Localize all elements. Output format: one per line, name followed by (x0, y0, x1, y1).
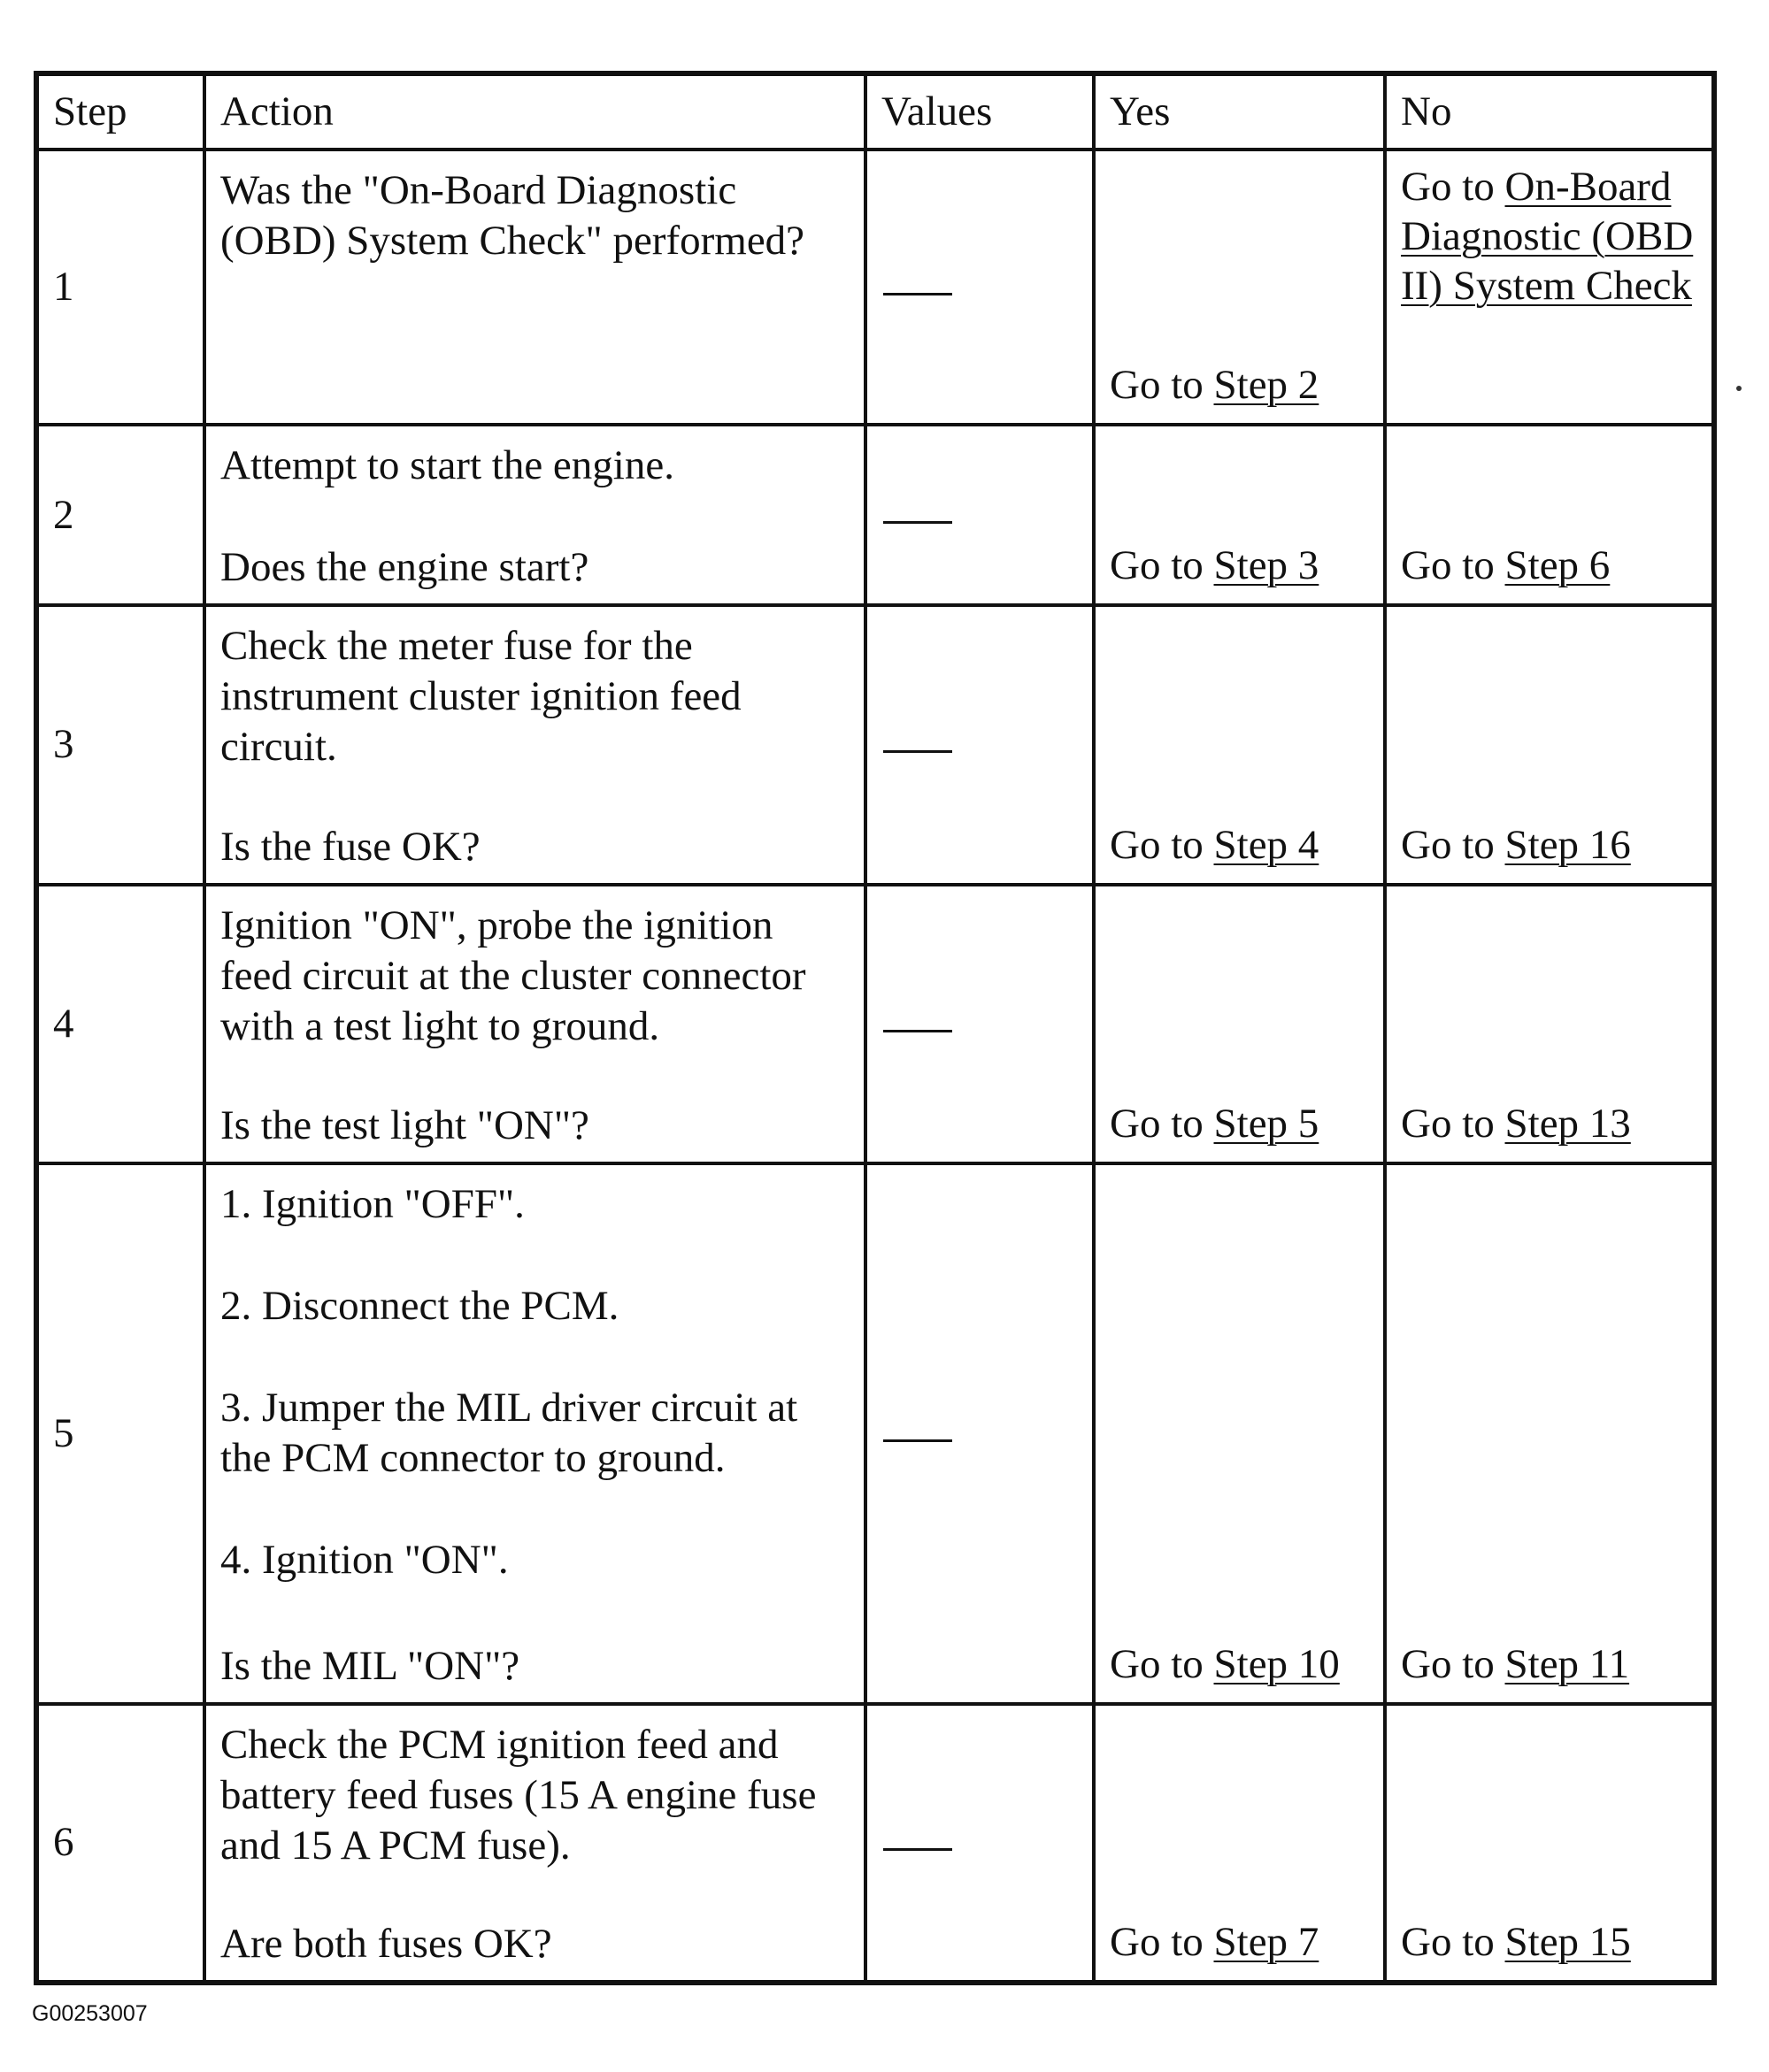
step-number: 3 (53, 721, 74, 768)
no-link[interactable]: Step 6 (1504, 542, 1611, 589)
action-instruction: Attempt to start the engine. (220, 442, 674, 489)
action-instruction: 1. Ignition "OFF". (220, 1180, 525, 1227)
action-cell (204, 885, 865, 1163)
action-question: Is the MIL "ON"? (220, 1642, 520, 1689)
action-cell (204, 605, 865, 884)
step-cell (36, 1163, 204, 1704)
table-row (36, 150, 1714, 425)
value-dash (883, 750, 952, 753)
action-question: Was the "On-Board Diagnostic (OBD) System Check" performed? (220, 167, 805, 264)
yes-cell (1094, 425, 1385, 605)
action-instruction: 4. Ignition "ON". (220, 1536, 509, 1583)
yes-prefix: Go to (1110, 362, 1214, 409)
no-prefix: Go to (1401, 1919, 1505, 1965)
header-no-label: No (1401, 88, 1452, 134)
yes-cell (1094, 605, 1385, 884)
diagnostic-table (34, 71, 1717, 1985)
table-body (36, 150, 1714, 1983)
no-cell (1385, 885, 1714, 1163)
header-action-label: Action (220, 88, 334, 134)
scan-dot (1736, 386, 1742, 391)
step-number: 4 (53, 1000, 74, 1047)
value-dash (883, 521, 952, 524)
figure-id: G00253007 (32, 2001, 148, 2026)
yes-cell (1094, 1704, 1385, 1983)
header-yes (1094, 73, 1385, 150)
no-prefix: Go to (1401, 1640, 1505, 1687)
values-cell (865, 885, 1094, 1163)
no-link[interactable]: Step 15 (1504, 1919, 1631, 1965)
action-instruction: Ignition "ON", probe the ignition feed circuit at the cluster connector with a test light to ground. (220, 902, 806, 1049)
yes-link[interactable]: Step 10 (1213, 1640, 1340, 1687)
values-cell (865, 605, 1094, 884)
header-step (36, 73, 204, 150)
step-number: 6 (53, 1819, 74, 1866)
yes-link[interactable]: Step 2 (1213, 362, 1319, 409)
header-action (204, 73, 865, 150)
yes-cell (1094, 150, 1385, 425)
no-link[interactable]: Step 11 (1504, 1640, 1630, 1687)
action-cell (204, 1704, 865, 1983)
value-dash (883, 293, 952, 295)
action-instruction: 2. Disconnect the PCM. (220, 1282, 619, 1329)
value-dash (883, 1439, 952, 1442)
table-row (36, 425, 1714, 605)
yes-link[interactable]: Step 4 (1213, 821, 1319, 868)
action-question: Is the fuse OK? (220, 823, 481, 870)
header-values (865, 73, 1094, 150)
yes-link[interactable]: Step 7 (1213, 1919, 1319, 1965)
yes-prefix: Go to (1110, 1100, 1214, 1147)
step-cell (36, 425, 204, 605)
action-cell (204, 150, 865, 425)
values-cell (865, 1163, 1094, 1704)
value-dash (883, 1030, 952, 1032)
action-question: Does the engine start? (220, 544, 589, 591)
step-cell (36, 885, 204, 1163)
action-question: Are both fuses OK? (220, 1921, 552, 1967)
no-link[interactable]: Step 13 (1504, 1100, 1631, 1147)
values-cell (865, 150, 1094, 425)
yes-cell (1094, 1163, 1385, 1704)
action-cell (204, 1163, 865, 1704)
action-instruction: Check the meter fuse for the instrument cluster ignition feed circuit. (220, 623, 742, 771)
action-cell (204, 425, 865, 605)
header-no (1385, 73, 1714, 150)
no-cell (1385, 1704, 1714, 1983)
yes-prefix: Go to (1110, 1640, 1214, 1687)
step-cell (36, 150, 204, 425)
table-row (36, 885, 1714, 1163)
values-cell (865, 1704, 1094, 1983)
value-dash (883, 1848, 952, 1851)
yes-prefix: Go to (1110, 821, 1214, 868)
step-cell (36, 1704, 204, 1983)
step-number: 2 (53, 491, 74, 538)
step-number: 5 (53, 1409, 74, 1456)
no-cell (1385, 1163, 1714, 1704)
header-step-label: Step (53, 88, 127, 134)
step-cell (36, 605, 204, 884)
step-number: 1 (53, 264, 74, 311)
yes-link[interactable]: Step 3 (1213, 542, 1319, 589)
header-yes-label: Yes (1110, 88, 1171, 134)
no-prefix: Go to (1401, 542, 1505, 589)
header-values-label: Values (881, 88, 993, 134)
action-instruction: 3. Jumper the MIL driver circuit at the PCM connector to ground. (220, 1384, 798, 1481)
no-cell (1385, 425, 1714, 605)
no-cell (1385, 605, 1714, 884)
yes-prefix: Go to (1110, 1919, 1214, 1965)
no-prefix: Go to (1401, 1100, 1505, 1147)
action-question: Is the test light "ON"? (220, 1101, 589, 1148)
table-row (36, 1704, 1714, 1983)
no-prefix: Go to (1401, 821, 1505, 868)
no-link[interactable]: Step 16 (1504, 821, 1631, 868)
table-header-row (36, 73, 1714, 150)
yes-link[interactable]: Step 5 (1213, 1100, 1319, 1147)
action-instruction: Check the PCM ignition feed and battery feed fuses (15 A engine fuse and 15 A PCM fuse). (220, 1721, 817, 1869)
yes-cell (1094, 885, 1385, 1163)
no-prefix: Go to (1401, 164, 1505, 210)
table-row (36, 1163, 1714, 1704)
no-cell (1385, 150, 1714, 425)
no-link[interactable]: On-Board Diagnostic (OBD II) System Check (1401, 164, 1694, 309)
yes-prefix: Go to (1110, 542, 1214, 589)
table-row (36, 605, 1714, 884)
values-cell (865, 425, 1094, 605)
